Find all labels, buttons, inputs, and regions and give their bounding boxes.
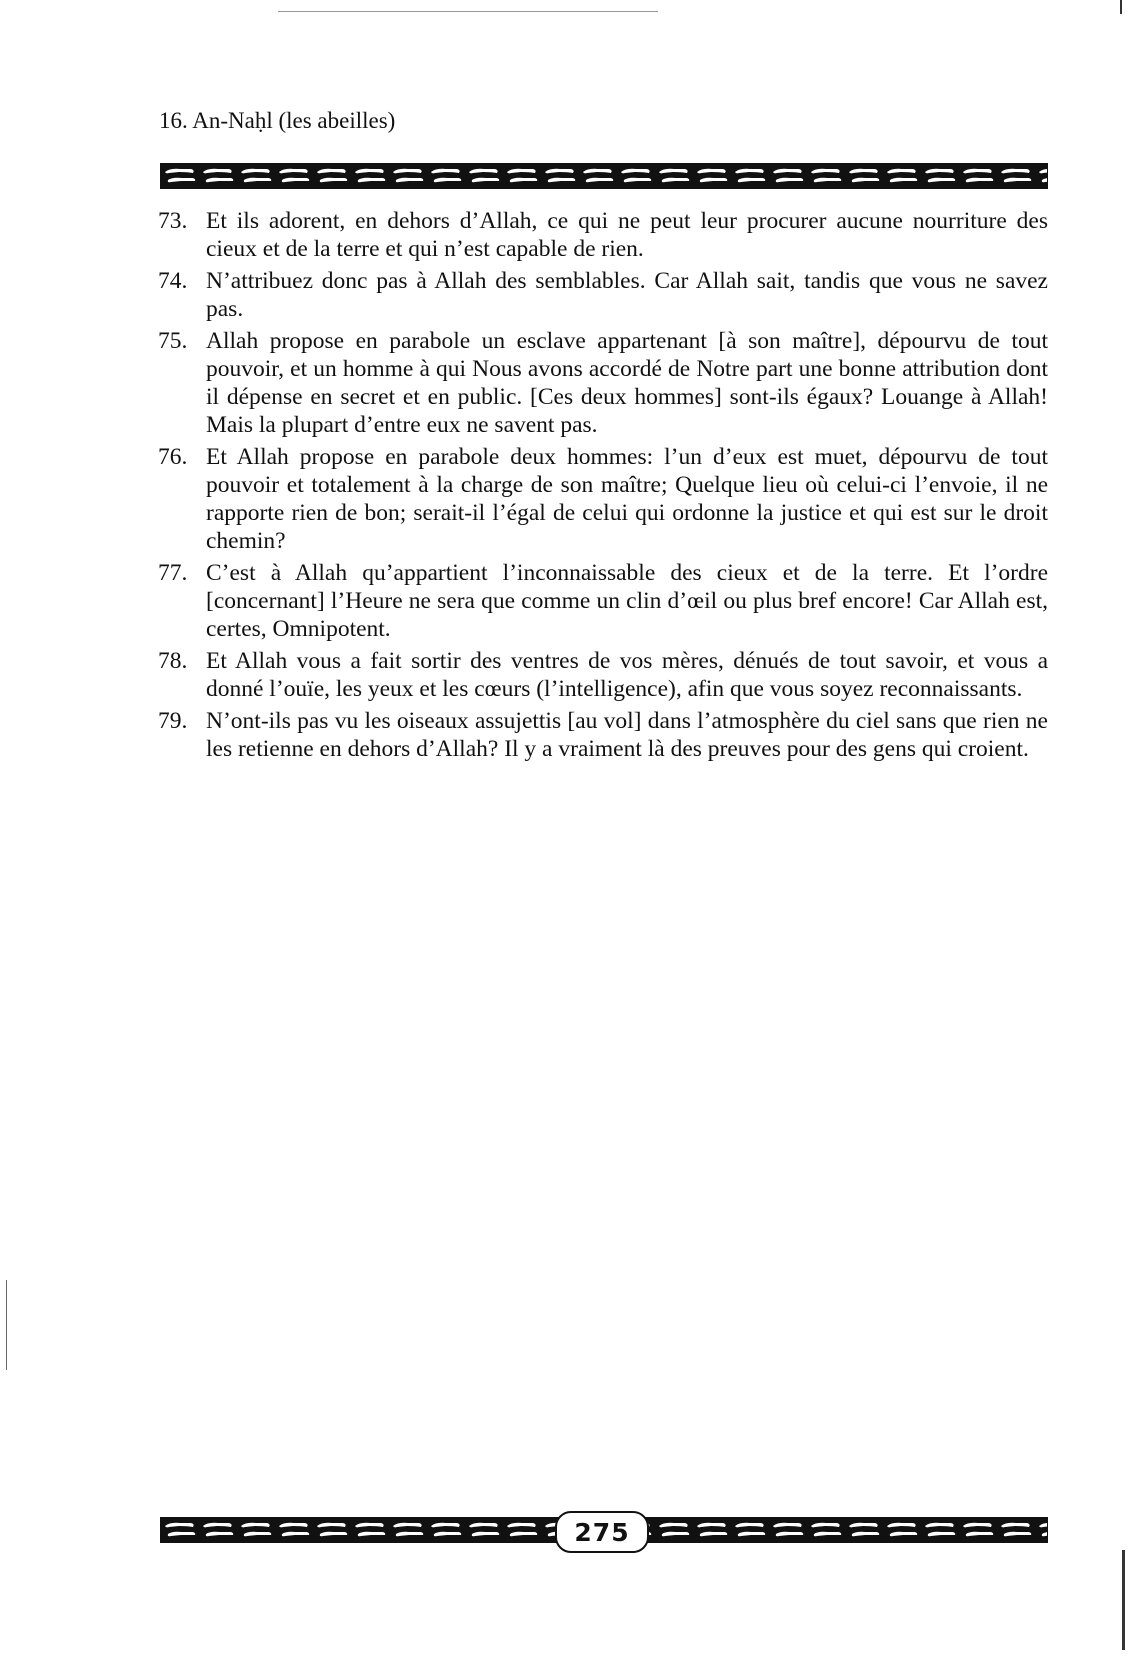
verse-number: 77. xyxy=(158,560,188,586)
scan-edge-mark xyxy=(6,1280,7,1370)
running-head: 16. An-Naḥl (les abeilles) xyxy=(159,108,396,133)
scan-edge-mark xyxy=(1122,1550,1125,1650)
verse-74 xyxy=(158,267,1048,323)
verse-text: Allah propose en parabole un esclave appartenant [à son maître], dépourvu de tout pouvoir, et un homme à qui Nous avons accordé de Notre part une bonne attribution dont il dépense en secret et en public. [Ces deux hommes] sont-ils égaux? Louange à Allah! Mais la plupart d’entre eux ne savent pas. xyxy=(206,328,1048,438)
top-scan-rule xyxy=(278,11,658,12)
verse-text: Et Allah vous a fait sortir des ventres de vos mères, dénués de tout savoir, et vous a donné l’ouïe, les yeux et les cœurs (l’intelligence), afin que vous soyez reconnaissants. xyxy=(206,648,1048,702)
verse-79 xyxy=(158,707,1048,763)
verse-number: 78. xyxy=(158,648,188,674)
verse-text: C’est à Allah qu’appartient l’inconnaissable des cieux et de la terre. Et l’ordre [concernant] l’Heure ne sera que comme un clin d’œil ou plus bref encore! Car Allah est, certes, Omnipotent. xyxy=(206,560,1048,642)
verse-76 xyxy=(158,443,1048,555)
verse-78 xyxy=(158,647,1048,703)
verse-number: 76. xyxy=(158,444,188,470)
verse-number: 79. xyxy=(158,708,188,734)
verse-text: N’attribuez donc pas à Allah des semblables. Car Allah sait, tandis que vous ne savez pas. xyxy=(206,268,1048,322)
verse-text: Et Allah propose en parabole deux hommes: l’un d’eux est muet, dépourvu de tout pouvoir et totalement à la charge de son maître; Quelque lieu où celui-ci l’envoie, il ne rapporte rien de bon; serait-il l’égal de celui qui ordonne la justice et qui est sur le droit chemin? xyxy=(206,444,1048,554)
verse-73 xyxy=(158,207,1048,263)
top-ornament-band xyxy=(160,163,1048,189)
verse-number: 74. xyxy=(158,268,188,294)
verse-list xyxy=(158,207,1048,767)
scan-edge-mark xyxy=(1120,0,1122,14)
page-number: 275 xyxy=(555,1511,649,1553)
verse-text: Et ils adorent, en dehors d’Allah, ce qui ne peut leur procurer aucune nourriture des cieux et de la terre et qui n’est capable de rien. xyxy=(206,208,1048,262)
verse-number: 75. xyxy=(158,328,188,354)
verse-text: N’ont-ils pas vu les oiseaux assujettis [au vol] dans l’atmosphère du ciel sans que rien ne les retienne en dehors d’Allah? Il y a vraiment là des preuves pour des gens qui croient. xyxy=(206,708,1048,762)
verse-number: 73. xyxy=(158,208,188,234)
chain-ornament-top xyxy=(160,163,1048,189)
verse-75 xyxy=(158,327,1048,439)
verse-77 xyxy=(158,559,1048,643)
